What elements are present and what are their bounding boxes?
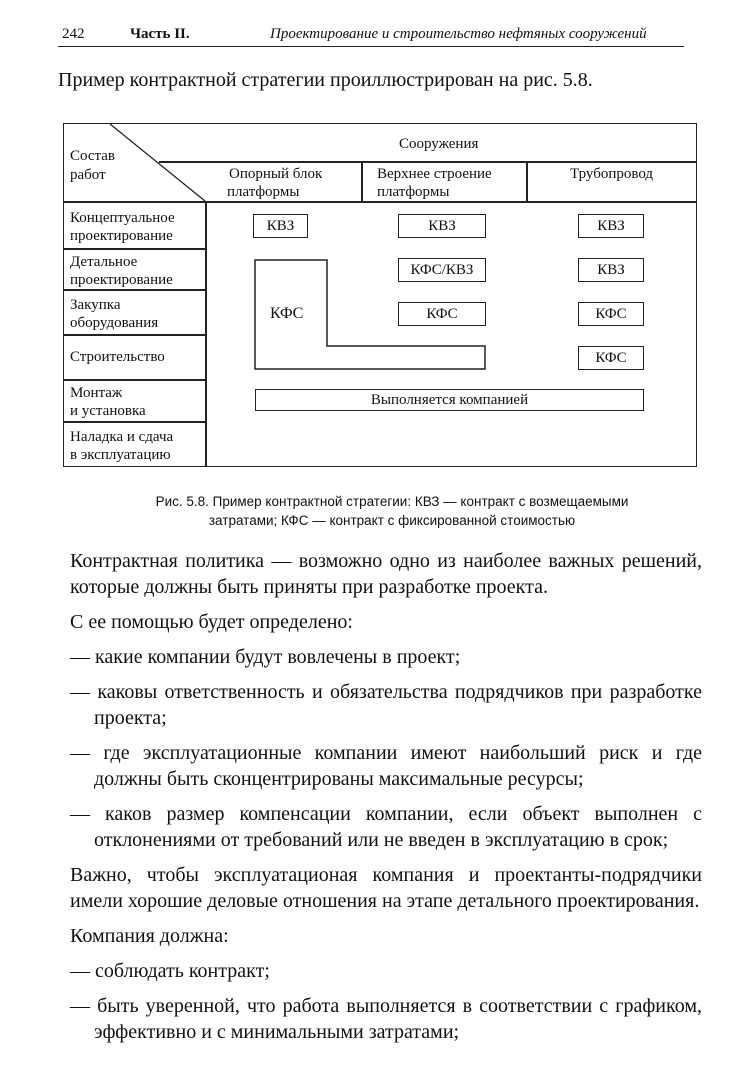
intro-paragraph: Пример контрактной стратегии проиллюстрирован на рис. 5.8. <box>58 69 593 91</box>
chapter-title: Проектирование и строительство нефтяных сооружений <box>270 26 647 42</box>
page-number: 242 <box>62 26 85 42</box>
list-item: — где эксплуатационные компании имеют наибольший риск и где должны быть сконцентрированы максимальные ресурсы; <box>70 742 702 790</box>
part-label: Часть II. <box>130 26 190 42</box>
l-shape-label: КФС <box>270 305 304 322</box>
list-item: — какие компании будут вовлечены в проект; <box>70 646 461 668</box>
corner-label-top: Состав <box>70 148 116 164</box>
contract-box-kvz: КВЗ <box>398 214 486 238</box>
column-header-line2: платформы <box>377 184 450 200</box>
contract-box-kfs: КФС <box>578 302 644 326</box>
contract-box-kfs: КФС <box>578 346 644 370</box>
l-shaped-contract-block <box>64 124 696 466</box>
contract-box-kvz: КВЗ <box>253 214 308 238</box>
row-label-line1: Закупка <box>70 297 121 313</box>
contract-box-kfs: КФС <box>398 302 486 326</box>
list-item: — соблюдать контракт; <box>70 960 270 982</box>
column-header-line2: платформы <box>227 184 300 200</box>
body-text <box>70 548 702 1054</box>
caption-line: затратами; КФС — контракт с фиксированной стоимостью <box>208 513 576 528</box>
row-label-line2: проектирование <box>70 272 173 288</box>
list-item: — каковы ответственность и обязательства подрядчиков при разработке проекта; <box>70 681 702 729</box>
group-header: Сооружения <box>399 136 479 152</box>
corner-label-bottom: работ <box>70 167 106 183</box>
paragraph: Контрактная политика — возможно одно из наиболее важных решений, которые должны быть приняты при разработке проекта. <box>70 550 702 598</box>
contract-box-kfs-kvz: КФС/КВЗ <box>398 258 486 282</box>
column-header-line1: Опорный блок <box>229 166 323 182</box>
row-label-line1: Наладка и сдача <box>70 429 174 445</box>
paragraph: Важно, чтобы эксплуатационая компания и проектанты-подрядчики имели хорошие деловые отношения на этапе детального проектирования. <box>70 864 702 912</box>
figure-caption <box>92 492 692 530</box>
row-label-line1: Концептуальное <box>70 210 175 226</box>
running-header <box>58 24 684 47</box>
row-label-line1: Детальное <box>70 254 138 270</box>
row-label-line2: и установка <box>70 403 146 419</box>
caption-line: Рис. 5.8. Пример контрактной стратегии: КВЗ — контракт с возмещаемыми <box>155 494 629 509</box>
list-item: — быть уверенной, что работа выполняется в соответствии с графиком, эффективно и с минимальными затратами; <box>70 995 702 1043</box>
row-label-line1: Строительство <box>70 349 165 365</box>
contract-box-kvz: КВЗ <box>578 214 644 238</box>
paragraph: Компания должна: <box>70 925 229 947</box>
row-label-line1: Монтаж <box>70 385 123 401</box>
contract-strategy-figure <box>63 123 697 467</box>
row-label-line2: оборудования <box>70 315 159 331</box>
row-label-line2: в эксплуатацию <box>70 447 171 463</box>
list-item: — каков размер компенсации компании, если объект выполнен с отклонениями от требований или не введен в эксплуатацию в срок; <box>70 803 702 851</box>
column-header-line1: Верхнее строение <box>377 166 492 182</box>
column-header-line1: Трубопровод <box>570 166 654 182</box>
contract-box-kvz: КВЗ <box>578 258 644 282</box>
company-performed-bar: Выполняется компанией <box>255 389 644 411</box>
paragraph: С ее помощью будет определено: <box>70 611 353 633</box>
row-label-line2: проектирование <box>70 228 173 244</box>
